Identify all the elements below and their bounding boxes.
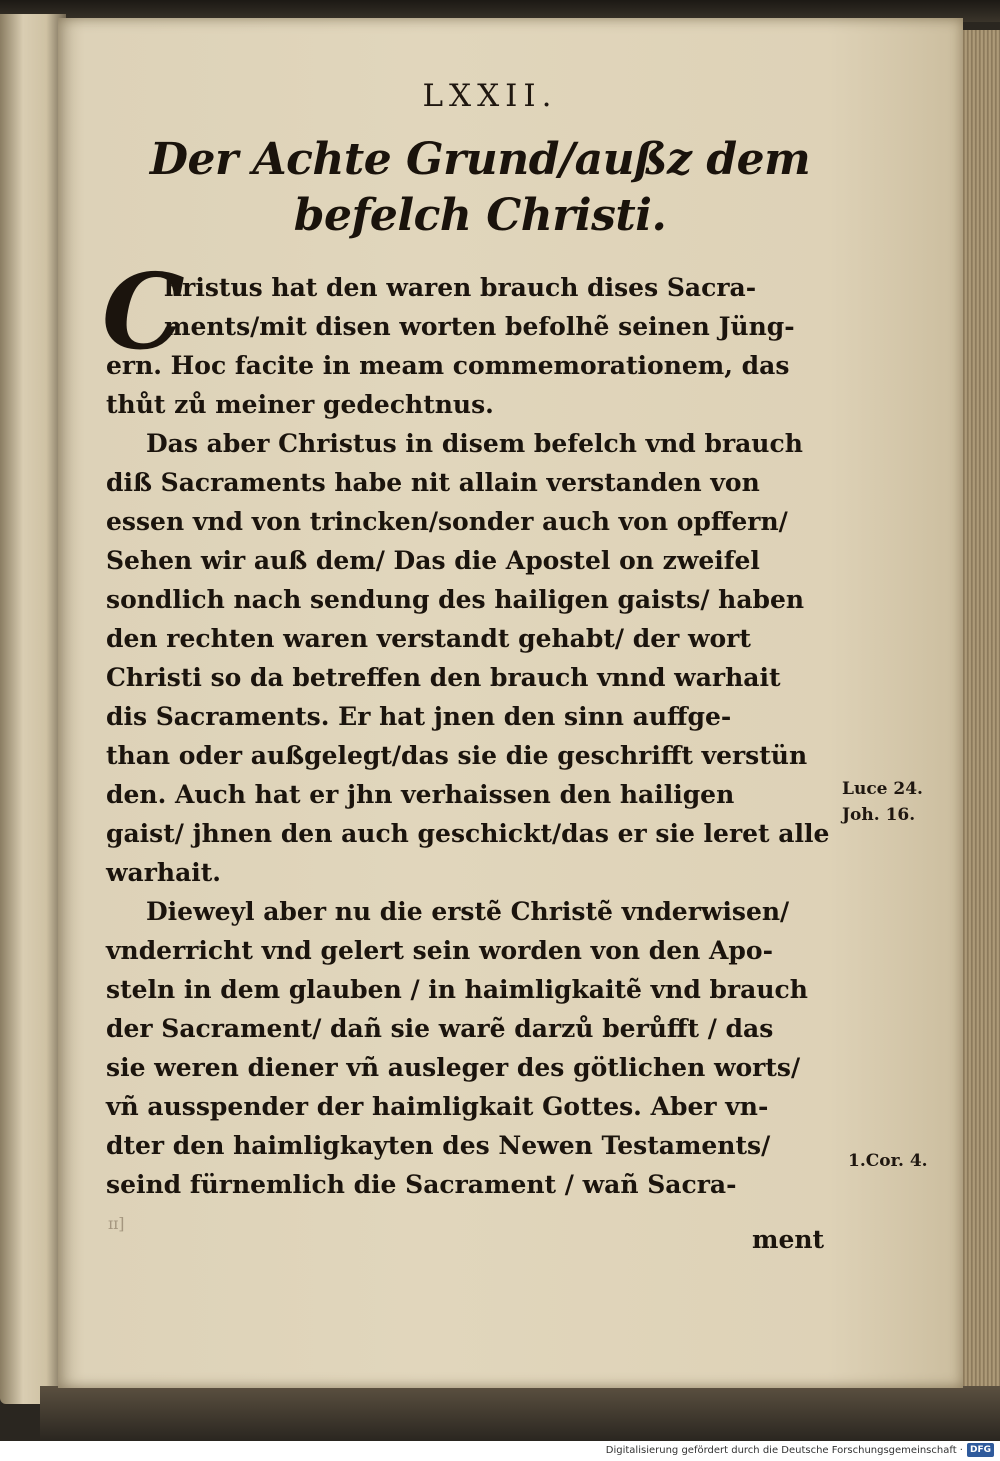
text-line: Dieweyl aber nu die erstẽ Christẽ vnderwisen/ — [146, 897, 790, 926]
text-line: essen vnd von trincken/sonder auch von opffern/ — [106, 507, 788, 536]
catchword: ment — [752, 1225, 825, 1254]
text-line: ern. Hoc facite in meam commemorationem, das — [106, 351, 790, 380]
text-line: vnderricht vnd gelert sein worden von den Apo- — [106, 936, 773, 965]
text-line: vñ ausspender der haimligkait Gottes. Aber vn- — [106, 1092, 769, 1121]
credit-text: Digitalisierung gefördert durch die Deutsche Forschungsgemeinschaft · — [605, 1445, 963, 1456]
text-line: den. Auch hat er jhn verhaissen den hailigen — [106, 780, 735, 809]
text-line: hristus hat den waren brauch dises Sacra- — [164, 273, 757, 302]
heading-line-1: Der Achte Grund/außz dem — [149, 134, 811, 185]
left-page-edge — [0, 14, 66, 1404]
text-line: ments/mit disen worten befolhẽ seinen Jüng- — [164, 312, 795, 341]
text-line: thůt zů meiner gedechtnus. — [106, 390, 494, 419]
digitization-credit-bar — [0, 1441, 1000, 1461]
chapter-heading — [120, 132, 840, 244]
text-line: der Sacrament/ dañ sie warẽ darzů berůfft / das — [106, 1014, 774, 1043]
text-line: than oder außgelegt/das sie die geschrifft verstün — [106, 741, 808, 770]
text-line: steln in dem glauben / in haimligkaitẽ vnd brauch — [106, 975, 808, 1004]
body-text — [106, 268, 846, 1204]
text-line: sondlich nach sendung des hailigen gaists/ haben — [106, 585, 805, 614]
margin-note-corinthians: 1.Cor. 4. — [848, 1151, 928, 1171]
margin-note-john: Joh. 16. — [842, 805, 916, 825]
book-bottom-edge — [40, 1386, 1000, 1441]
text-line: Das aber Christus in disem befelch vnd brauch — [146, 429, 803, 458]
text-line: Sehen wir auß dem/ Das die Apostel on zweifel — [106, 546, 760, 575]
text-line: seind fürnemlich die Sacrament / wañ Sacra- — [106, 1170, 737, 1199]
text-line: den rechten waren verstandt gehabt/ der wort — [106, 624, 751, 653]
page-stack-edge — [960, 30, 1000, 1390]
margin-note-luke: Luce 24. — [842, 779, 923, 799]
dfg-logo: DFG — [967, 1443, 994, 1457]
stain-mark: ɪɪ] — [108, 1214, 125, 1233]
text-line: diß Sacraments habe nit allain verstanden von — [106, 468, 760, 497]
text-line: dis Sacraments. Er hat jnen den sinn auffge- — [106, 702, 732, 731]
text-line: warhait. — [106, 858, 222, 887]
folio-number: LXXII. — [422, 78, 558, 114]
text-line: dter den haimligkayten des Newen Testaments/ — [106, 1131, 771, 1160]
text-line: sie weren diener vñ ausleger des götlichen worts/ — [106, 1053, 801, 1082]
text-line: Christi so da betreffen den brauch vnnd warhait — [106, 663, 781, 692]
drop-capital: C — [102, 250, 185, 373]
text-line: gaist/ jhnen den auch geschickt/das er sie leret alle — [106, 819, 830, 848]
heading-line-2: befelch Christi. — [293, 190, 667, 241]
